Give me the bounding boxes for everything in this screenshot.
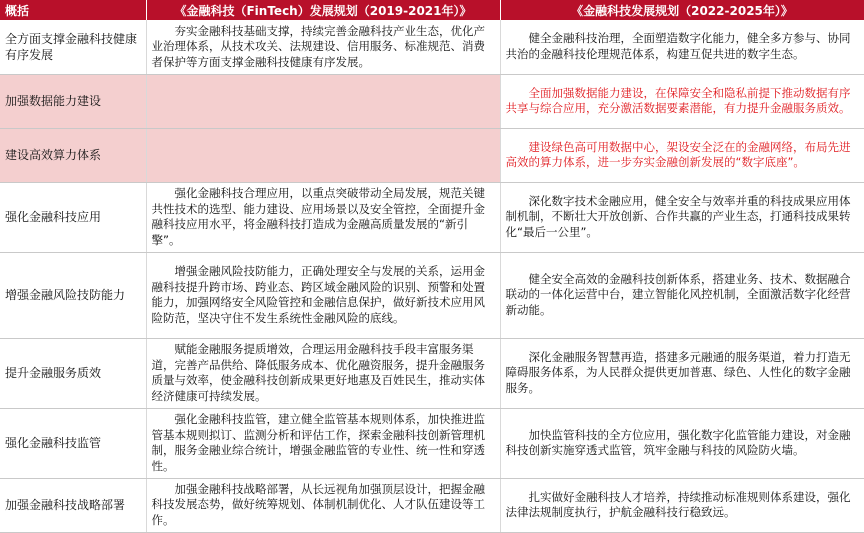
row-label: 强化金融科技监管 — [0, 408, 146, 478]
plan-2019-cell: 加强金融科技战略部署，从长远视角加强顶层设计，把握金融科技发展态势，做好统筹规划、体制机制优化、人才队伍建设等工作。 — [146, 478, 500, 532]
row-label: 建设高效算力体系 — [0, 128, 146, 182]
header-summary: 概括 — [0, 0, 146, 20]
plan-2019-cell — [146, 74, 500, 128]
table-row — [0, 182, 864, 252]
table-row — [0, 338, 864, 408]
plan-2019-cell: 强化金融科技合理应用，以重点突破带动全局发展，规范关键共性技术的选型、能力建设、应用场景以及安全管控，全面提升金融科技应用水平，将金融科技打造成为金融高质量发展的“新引擎”。 — [146, 182, 500, 252]
plan-2022-cell: 健全金融科技治理，全面塑造数字化能力，健全多方参与、协同共治的金融科技伦理规范体系，构建互促共进的数字生态。 — [500, 20, 864, 74]
table-row — [0, 408, 864, 478]
header-row — [0, 0, 864, 20]
header-plan-2022: 《金融科技发展规划（2022-2025年）》 — [500, 0, 864, 20]
plan-2019-cell: 夯实金融科技基础支撑，持续完善金融科技产业生态，优化产业治理体系，从技术攻关、法规建设、信用服务、标准规范、消费者保护等方面支撑金融科技健康有序发展。 — [146, 20, 500, 74]
row-label: 全方面支撑金融科技健康有序发展 — [0, 20, 146, 74]
plan-2022-cell: 全面加强数据能力建设，在保障安全和隐私前提下推动数据有序共享与综合应用，充分激活数据要素潜能，有力提升金融服务质效。 — [500, 74, 864, 128]
table-row — [0, 478, 864, 532]
plan-2019-cell: 强化金融科技监管，建立健全监管基本规则体系，加快推进监管基本规则拟订、监测分析和评估工作，探索金融科技创新管理机制，服务金融业综合统计，增强金融监管的专业性、统一性和穿透性。 — [146, 408, 500, 478]
plan-2022-cell: 深化数字技术金融应用，健全安全与效率并重的科技成果应用体制机制，不断壮大开放创新、合作共赢的产业生态，打通科技成果转化“最后一公里”。 — [500, 182, 864, 252]
table-row — [0, 20, 864, 74]
table-row-highlighted — [0, 74, 864, 128]
row-label: 加强数据能力建设 — [0, 74, 146, 128]
row-label: 加强金融科技战略部署 — [0, 478, 146, 532]
plan-2022-cell: 健全安全高效的金融科技创新体系，搭建业务、技术、数据融合联动的一体化运营中台，建立智能化风控机制，全面激活数字化经营新动能。 — [500, 252, 864, 338]
header-plan-2019: 《金融科技（FinTech）发展规划（2019-2021年）》 — [146, 0, 500, 20]
row-label: 强化金融科技应用 — [0, 182, 146, 252]
plan-2019-cell: 赋能金融服务提质增效，合理运用金融科技手段丰富服务渠道，完善产品供给、降低服务成本、优化融资服务，提升金融服务质量与效率，使金融科技创新成果更好地惠及百姓民生，推动实体经济健康可持续发展。 — [146, 338, 500, 408]
table-row — [0, 252, 864, 338]
row-label: 提升金融服务质效 — [0, 338, 146, 408]
row-label: 增强金融风险技防能力 — [0, 252, 146, 338]
plan-2019-cell — [146, 128, 500, 182]
plan-2022-cell: 建设绿色高可用数据中心，架设安全泛在的金融网络，布局先进高效的算力体系，进一步夯实金融创新发展的“数字底座”。 — [500, 128, 864, 182]
plan-2019-cell: 增强金融风险技防能力，正确处理安全与发展的关系，运用金融科技提升跨市场、跨业态、跨区域金融风险的识别、预警和处置能力，加强网络安全风险管控和金融信息保护，做好新技术应用风险防范，坚决守住不发生系统性金融风险的底线。 — [146, 252, 500, 338]
plan-2022-cell: 加快监管科技的全方位应用，强化数字化监管能力建设，对金融科技创新实施穿透式监管，筑牢金融与科技的风险防火墙。 — [500, 408, 864, 478]
plan-2022-cell: 扎实做好金融科技人才培养，持续推动标准规则体系建设，强化法律法规制度执行，护航金融科技行稳致远。 — [500, 478, 864, 532]
plan-2022-cell: 深化金融服务智慧再造，搭建多元融通的服务渠道，着力打造无障碍服务体系，为人民群众提供更加普惠、绿色、人性化的数字金融服务。 — [500, 338, 864, 408]
table-row-highlighted — [0, 128, 864, 182]
